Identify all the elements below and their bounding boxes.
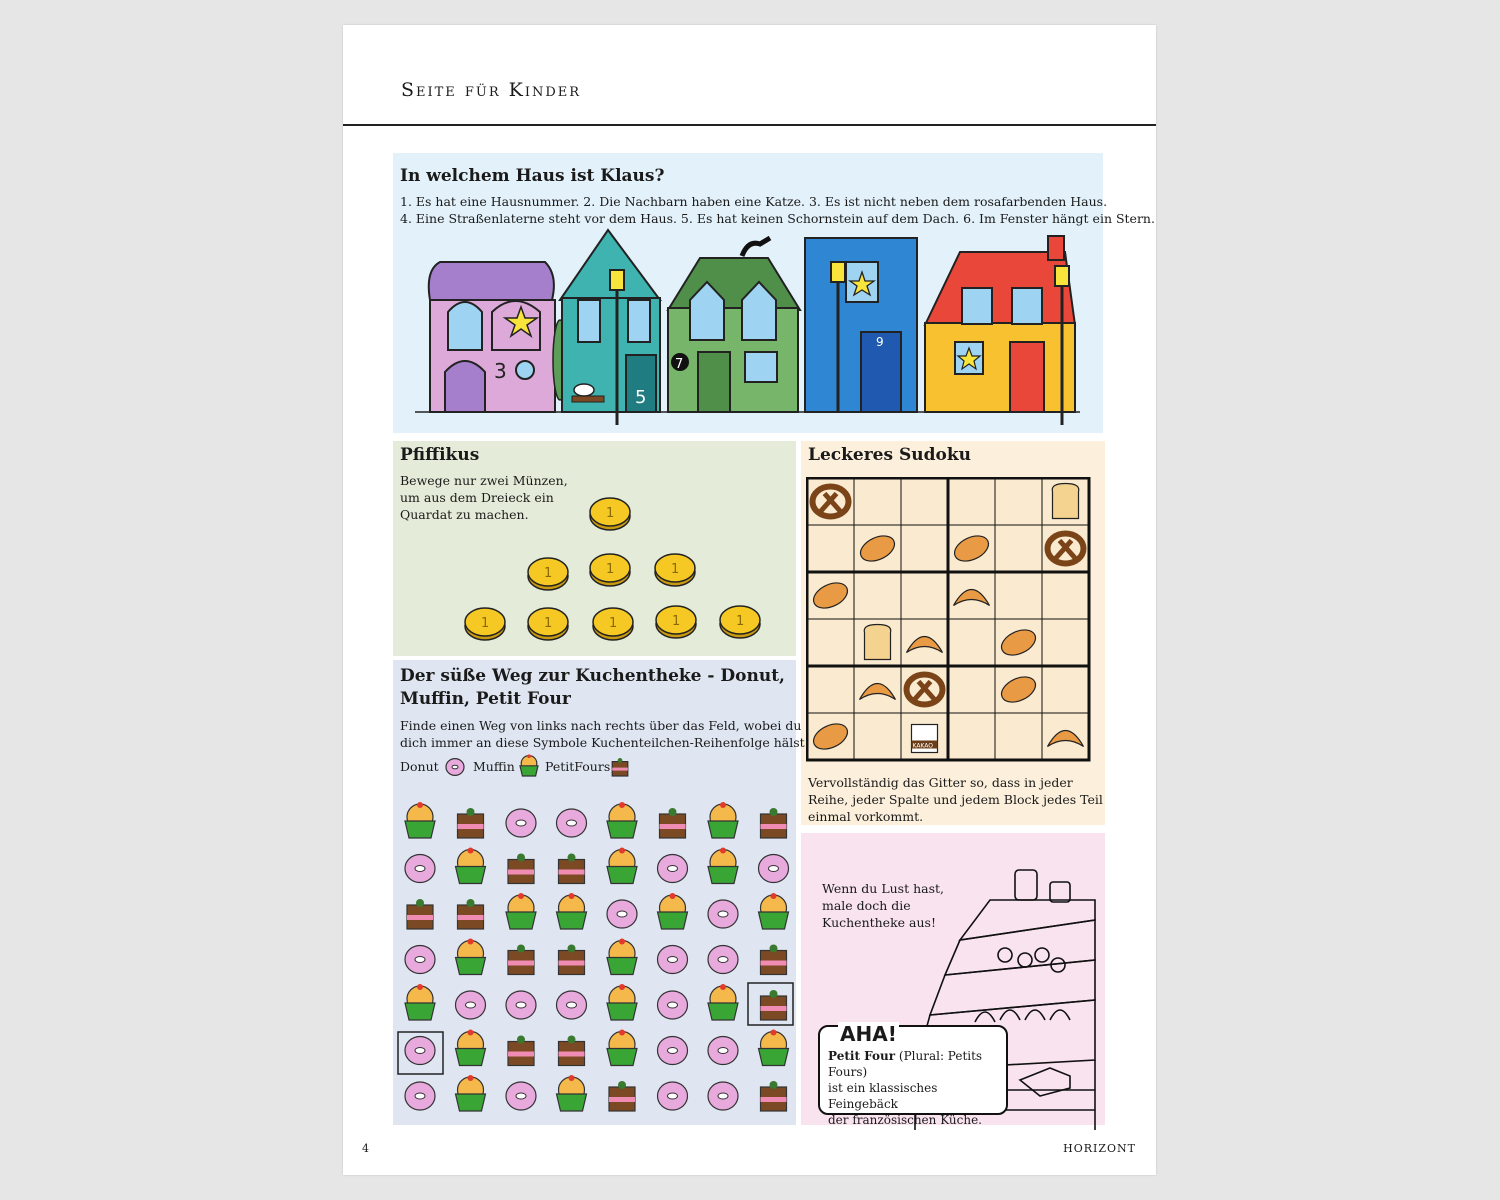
coin-label: 1 — [736, 614, 745, 629]
aha-term-rest: (Plural: Petits Fours) — [828, 1049, 983, 1079]
aha-line-2: ist ein klassisches Feingebäck — [828, 1081, 938, 1111]
aha-line-3: der französischen Küche. — [828, 1113, 982, 1127]
sudoku-text-3: einmal vorkommt. — [808, 809, 924, 824]
coloring-text-1: Wenn du Lust hast, — [822, 881, 945, 896]
page-number: 4 — [362, 1142, 369, 1155]
coin-label: 1 — [544, 566, 553, 581]
coin-label: 1 — [544, 616, 553, 631]
coin-label: 1 — [671, 562, 680, 577]
legend-muffin-label: Muffin — [473, 759, 515, 774]
house-puzzle-title: In welchem Haus ist Klaus? — [400, 166, 665, 186]
maze-text-1: Finde einen Weg von links nach rechts über das Feld, wobei du — [400, 718, 802, 733]
coin-label: 1 — [672, 614, 681, 629]
coin-label: 1 — [609, 616, 618, 631]
pfiffikus-text-2: um aus dem Dreieck ein — [400, 490, 554, 505]
sudoku-text-2: Reihe, jeder Spalte und jedem Block jedes Teil — [808, 792, 1103, 807]
aha-term: Petit Four — [828, 1049, 896, 1063]
house-clue-line-2: 4. Eine Straßenlaterne steht vor dem Haus. 5. Es hat keinen Schornstein auf dem Dach. 6. Im Fenster hängt ein Stern. — [400, 211, 1155, 226]
pfiffikus-text-1: Bewege nur zwei Münzen, — [400, 473, 568, 488]
legend-donut-label: Donut — [400, 759, 439, 774]
house-number-3: 3 — [494, 359, 507, 383]
house-number-7: 7 — [675, 357, 684, 372]
coin-label: 1 — [606, 562, 615, 577]
pfiffikus-title: Pfiffikus — [400, 445, 480, 465]
coin-label: 1 — [481, 616, 490, 631]
house-number-5: 5 — [635, 387, 647, 408]
aha-title: AHA! — [840, 1022, 897, 1046]
coin-label: 1 — [606, 506, 615, 521]
coloring-text-3: Kuchentheke aus! — [822, 915, 936, 930]
maze-title-1: Der süße Weg zur Kuchentheke - Donut, — [400, 666, 785, 686]
pfiffikus-text-3: Quardat zu machen. — [400, 507, 529, 522]
legend-petitfour-label: PetitFours — [545, 759, 611, 774]
page-header: Seite für Kinder — [401, 79, 582, 101]
maze-title-2: Muffin, Petit Four — [400, 689, 571, 709]
sudoku-title: Leckeres Sudoku — [808, 445, 971, 465]
kakao-label: KAKAO — [912, 742, 933, 750]
house-clue-line-1: 1. Es hat eine Hausnummer. 2. Die Nachbarn haben eine Katze. 3. Es ist nicht neben dem rosafarbenden Haus. — [400, 194, 1108, 209]
aha-body — [828, 1048, 1004, 1128]
sudoku-text-1: Vervollständig das Gitter so, dass in jeder — [808, 775, 1073, 790]
house-number-9: 9 — [876, 335, 884, 349]
maze-text-2: dich immer an diese Symbole Kuchenteilchen-Reihenfolge hälst: — [400, 735, 809, 750]
coloring-text-2: male doch die — [822, 898, 911, 913]
brand-name: HORIZONT — [1063, 1142, 1136, 1155]
